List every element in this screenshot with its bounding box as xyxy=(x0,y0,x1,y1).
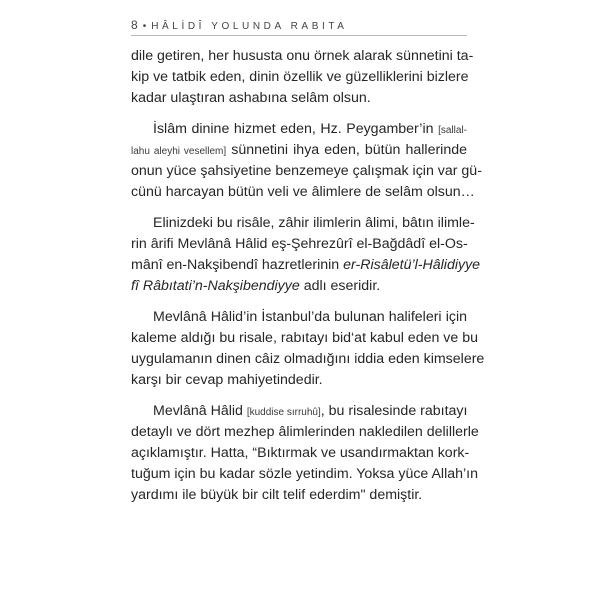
page-number: 8 xyxy=(131,18,138,32)
book-title-italic: er-Risâletü’l-Hâlidiyye xyxy=(343,257,481,273)
text-line xyxy=(131,401,467,422)
text-line: uygulamanın dinen câiz olmadığını iddia eden kimselere xyxy=(131,351,485,367)
bullet-separator-icon: • xyxy=(142,21,147,32)
book-title: HÂLİDÎ YOLUNDA RABITA xyxy=(151,21,348,32)
text-line xyxy=(131,119,467,140)
honorific-annotation: [sallal- xyxy=(438,125,467,136)
text-line: açıklamıştır. Hatta, “Bıktırmak ve usandırmaktan kork- xyxy=(131,445,470,461)
text-line: cünü harcayan bütün veli ve âlimlere de selâm olsun… xyxy=(131,184,475,200)
text-run: sünnetini ihya eden, bütün hallerinde xyxy=(226,142,468,158)
honorific-annotation: lahu aleyhi vesellem] xyxy=(131,146,227,157)
text-run: Mevlânâ Hâlid xyxy=(153,403,247,419)
text-line: karşı bir cevap mahiyetindedir. xyxy=(131,372,323,388)
body-text xyxy=(131,46,485,516)
text-line: kaleme aldığı bu risale, rabıtayı bid‘at kabul eden ve bu xyxy=(131,330,479,346)
paragraph-4 xyxy=(131,307,485,391)
text-line: detaylı ve dört mezhep âlimlerinden nakledilen delillerle xyxy=(131,424,479,440)
paragraph-3 xyxy=(131,213,481,297)
text-run: İslâm dinine hizmet eden, Hz. Peygamber’in xyxy=(153,121,439,137)
text-line: rin ârifi Mevlânâ Hâlid eş-Şehrezûrî el-Bağdâdî el-Os- xyxy=(131,236,468,252)
text-run: , bu risalesinde rabıtayı xyxy=(320,403,468,419)
text-line: Elinizdeki bu risâle, zâhir ilimlerin âlimi, bâtın ilimle- xyxy=(153,215,475,231)
book-title-italic: fî Râbıtati’n-Nakşibendiyye xyxy=(131,278,300,294)
text-line: kadar ulaştıran ashabına selâm olsun. xyxy=(131,90,371,106)
text-line: onun yüce şahsiyetine benzemeye çalışmak için var gü- xyxy=(131,163,482,179)
text-line: yardımı ile büyük bir cilt telif ederdim" demiştir. xyxy=(131,487,423,503)
text-line xyxy=(131,140,467,161)
text-run: mânî en-Nakşibendî hazretlerinin xyxy=(131,257,344,273)
text-line: kip ve tatbik eden, dinin özellik ve güzelliklerini bizlere xyxy=(131,69,469,85)
text-line xyxy=(131,255,481,276)
paragraph-5 xyxy=(131,401,479,506)
text-line xyxy=(131,276,467,297)
honorific-annotation: [kuddise sırruhû] xyxy=(246,407,321,418)
text-line: Mevlânâ Hâlid’in İstanbul’da bulunan halifeleri için xyxy=(153,309,467,325)
text-run: adlı eseridir. xyxy=(299,278,381,294)
text-line: tuğum için bu kadar sözle yetindim. Yoksa yüce Allah’ın xyxy=(131,466,479,482)
text-line: dile getiren, her hususta onu örnek alarak sünnetini ta- xyxy=(131,48,474,64)
paragraph-2 xyxy=(131,119,482,203)
paragraph-1 xyxy=(131,46,474,109)
running-header xyxy=(131,19,467,36)
